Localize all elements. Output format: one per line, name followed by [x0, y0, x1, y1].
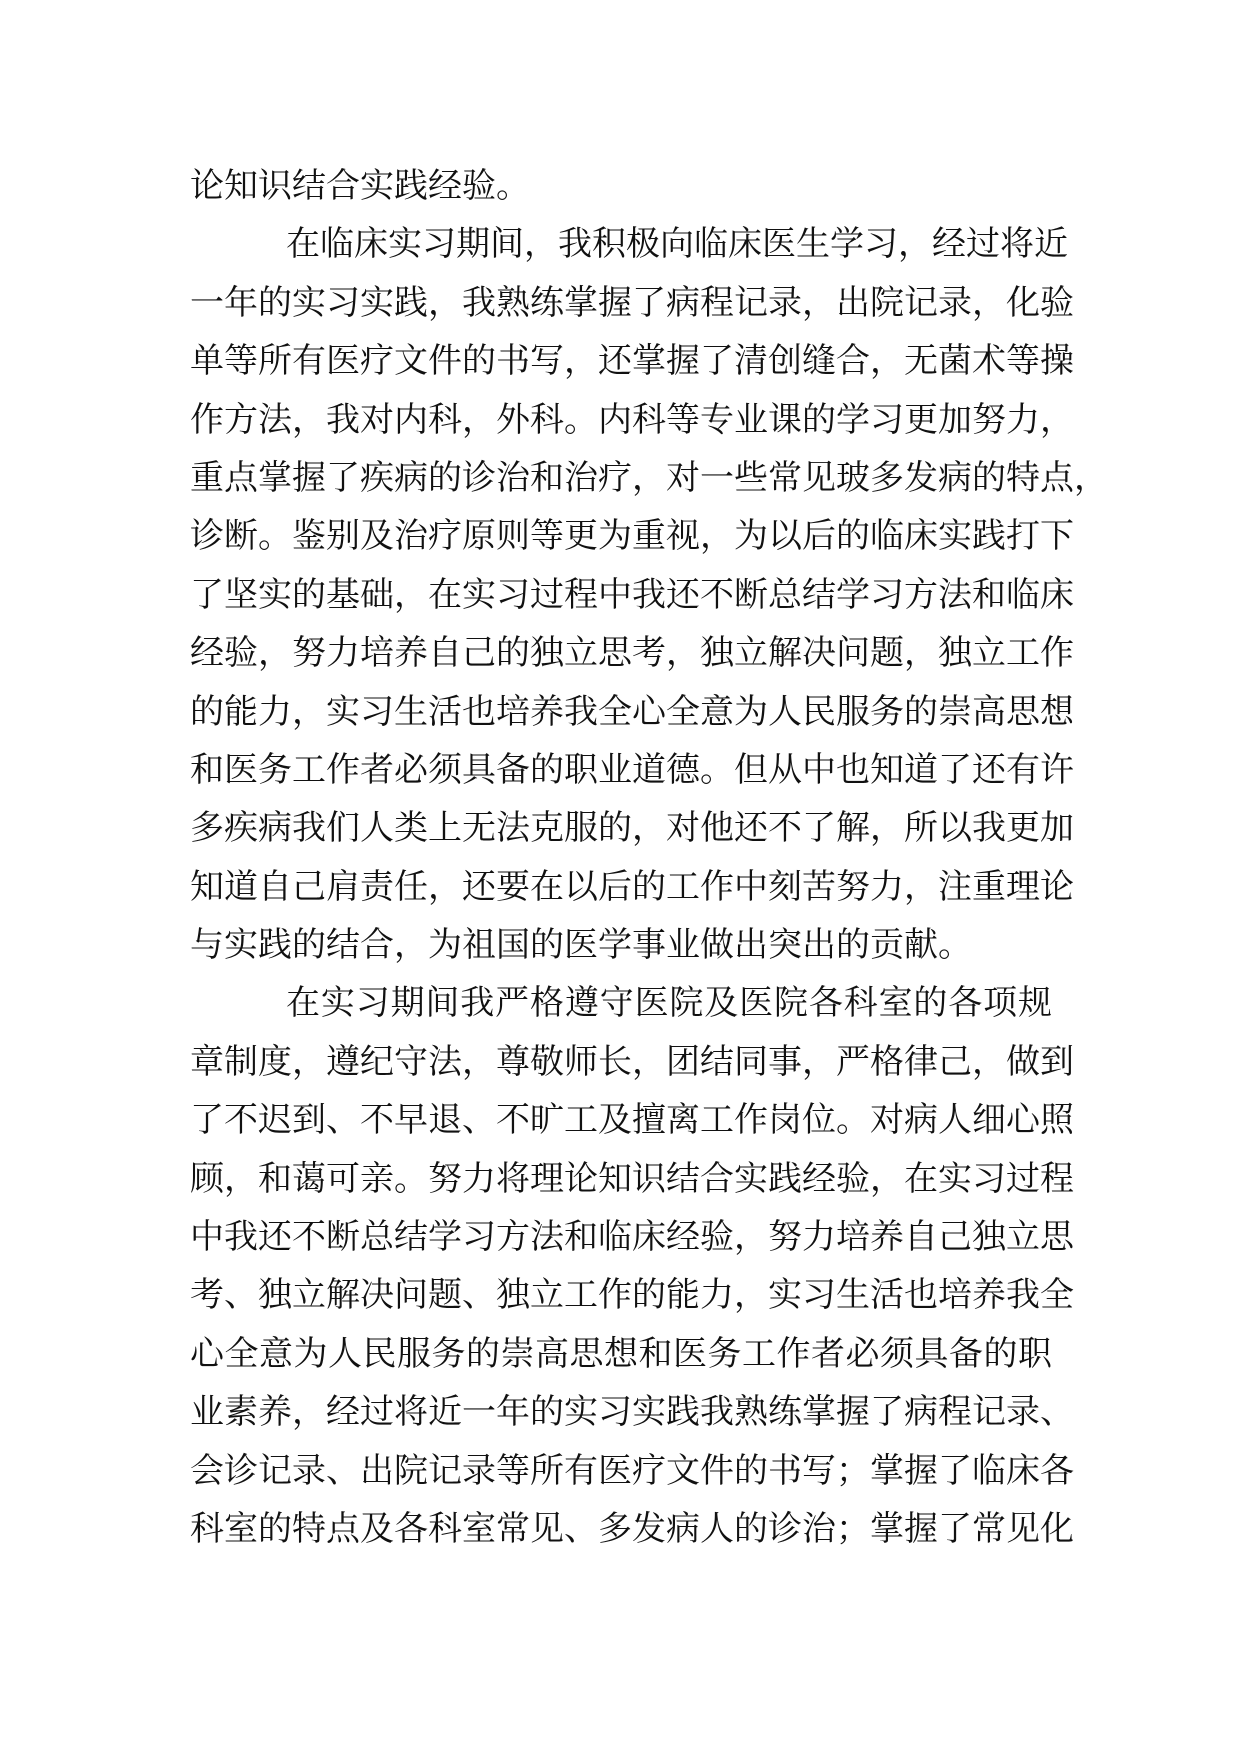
text-line: 多疾病我们人类上无法克服的，对他还不了解，所以我更加: [190, 808, 1074, 849]
text-line: 了坚实的基础，在实习过程中我还不断总结学习方法和临床: [190, 574, 1074, 615]
text-line: 单等所有医疗文件的书写，还掌握了清创缝合，无菌术等操: [190, 341, 1074, 382]
text-line: 的能力，实习生活也培养我全心全意为人民服务的崇高思想: [190, 691, 1074, 732]
text-line: 知道自己肩责任，还要在以后的工作中刻苦努力，注重理论: [190, 866, 1074, 907]
text-line: 心全意为人民服务的崇高思想和医务工作者必须具备的职: [190, 1333, 1052, 1374]
text-line: 诊断。鉴别及治疗原则等更为重视，为以后的临床实践打下: [190, 516, 1074, 557]
text-line: 了不迟到、不早退、不旷工及擅离工作岗位。对病人细心照: [190, 1100, 1074, 1141]
text-line: 科室的特点及各科室常见、多发病人的诊治；掌握了常见化: [190, 1508, 1074, 1549]
text-line: 顾，和蔼可亲。努力将理论知识结合实践经验，在实习过程: [190, 1158, 1074, 1199]
text-line: 重点掌握了疾病的诊治和治疗，对一些常见玻多发病的特点，: [190, 457, 1108, 498]
text-line: 会诊记录、出院记录等所有医疗文件的书写；掌握了临床各: [190, 1450, 1074, 1491]
text-line: 中我还不断总结学习方法和临床经验，努力培养自己独立思: [190, 1217, 1074, 1258]
text-line: 论知识结合实践经验。: [190, 166, 530, 206]
body-text: [190, 157, 1108, 1558]
paragraph-first-line: 在临床实习期间，我积极向临床医生学习，经过将近: [286, 224, 1068, 265]
text-line: 经验，努力培养自己的独立思考，独立解决问题，独立工作: [190, 633, 1074, 674]
text-line: 业素养，经过将近一年的实习实践我熟练掌握了病程记录、: [190, 1392, 1074, 1433]
text-line: 作方法，我对内科，外科。内科等专业课的学习更加努力，: [190, 399, 1074, 440]
text-line: 和医务工作者必须具备的职业道德。但从中也知道了还有许: [190, 749, 1074, 790]
paragraph-first-line: 在实习期间我严格遵守医院及医院各科室的各项规: [286, 983, 1052, 1024]
text-line: 与实践的结合，为祖国的医学事业做出突出的贡献。: [190, 925, 972, 966]
text-line: 章制度，遵纪守法，尊敬师长，团结同事，严格律己，做到: [190, 1041, 1074, 1082]
text-line: 一年的实习实践，我熟练掌握了病程记录，出院记录，化验: [190, 282, 1074, 323]
text-line: 考、独立解决问题、独立工作的能力，实习生活也培养我全: [190, 1275, 1074, 1316]
